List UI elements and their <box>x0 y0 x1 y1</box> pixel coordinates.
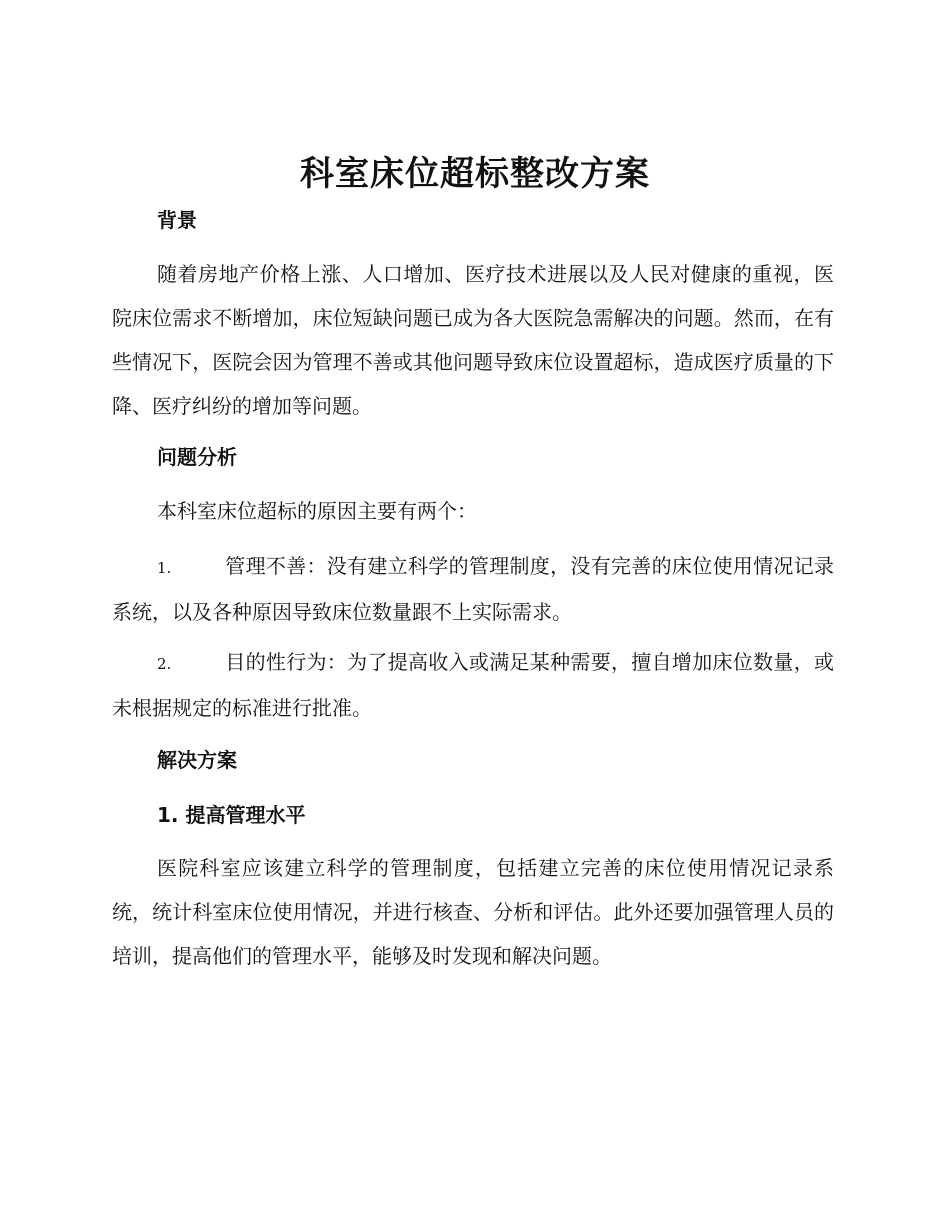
analysis-intro: 本科室床位超标的原因主要有两个： <box>157 499 477 523</box>
list-text-2: 目的性行为：为了提高收入或满足某种需要，擅自增加床位数量，或未根据规定的标准进行批准。 <box>112 650 834 720</box>
list-text-1: 管理不善：没有建立科学的管理制度，没有完善的床位使用情况记录系统，以及各种原因导致床位数量跟不上实际需求。 <box>112 554 834 624</box>
heading-analysis: 问题分析 <box>157 445 237 469</box>
paragraph-solution: 医院科室应该建立科学的管理制度，包括建立完善的床位使用情况记录系统，统计科室床位使用情况，并进行核查、分析和评估。此外还要加强管理人员的培训，提高他们的管理水平，能够及时发现和解决问题。 <box>112 856 834 968</box>
list-item-1 <box>112 544 834 634</box>
list-number-2: 2. <box>157 655 172 673</box>
list-number-1: 1. <box>157 559 172 577</box>
list-item-2 <box>112 640 834 730</box>
subheading-management: 1. 提高管理水平 <box>157 803 306 827</box>
document-title: 科室床位超标整改方案 <box>300 154 650 194</box>
heading-solution: 解决方案 <box>157 748 237 772</box>
heading-background: 背景 <box>157 208 197 232</box>
paragraph-background: 随着房地产价格上涨、人口增加、医疗技术进展以及人民对健康的重视，医院床位需求不断增加，床位短缺问题已成为各大医院急需解决的问题。然而，在有些情况下，医院会因为管理不善或其他问题导致床位设置超标，造成医疗质量的下降、医疗纠纷的增加等问题。 <box>112 262 834 418</box>
